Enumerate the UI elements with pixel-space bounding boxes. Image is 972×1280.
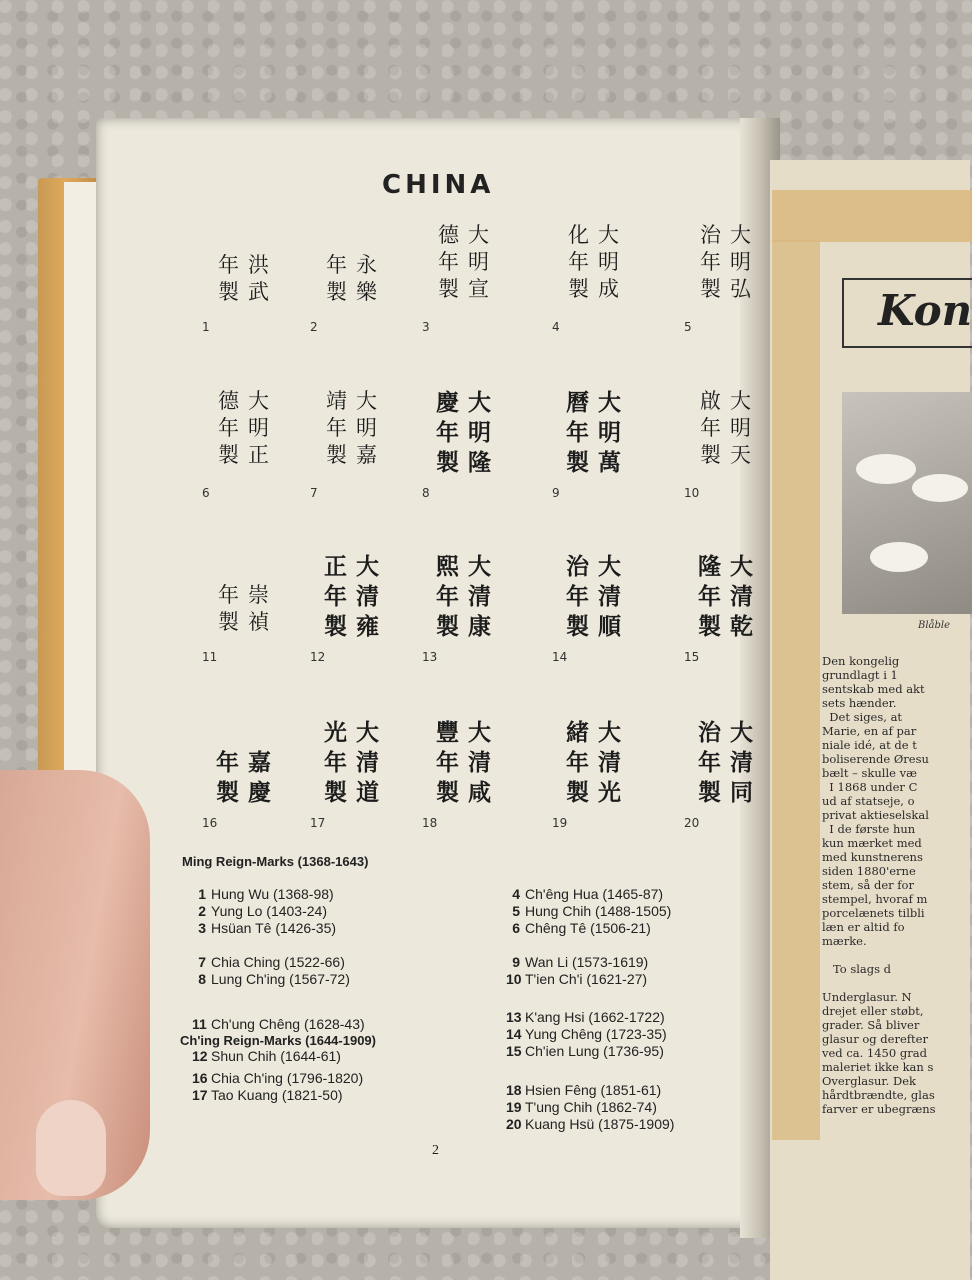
reign-list-number: 13 (506, 1009, 522, 1025)
reign-list-item (192, 1016, 365, 1033)
reign-list-item (506, 1026, 667, 1043)
reign-mark (660, 718, 770, 838)
reign-list-text: Ch'ien Lung (1736-95) (525, 1043, 664, 1059)
reign-list-item (506, 1082, 674, 1099)
reign-list-text: T'ien Ch'i (1621-27) (525, 971, 648, 987)
reign-mark-column: 緒 年 製 (566, 720, 589, 806)
reign-list-item (506, 1099, 674, 1116)
reign-mark (660, 222, 770, 342)
reign-list-number: 6 (512, 920, 520, 936)
reign-mark (398, 552, 508, 672)
reign-mark (286, 222, 396, 342)
reign-list-item (192, 903, 336, 920)
reign-list-number: 4 (512, 886, 520, 902)
reign-mark-column: 嘉 慶 (248, 750, 271, 806)
reign-mark-column: 大 明 隆 (468, 390, 491, 476)
reign-mark-number: 20 (684, 816, 700, 830)
reign-mark-column: 熙 年 製 (436, 554, 459, 640)
reign-list-item (192, 1070, 363, 1087)
reign-mark-column: 大 清 雍 (356, 554, 379, 640)
reign-mark-number: 17 (310, 816, 326, 830)
reign-list-number: 3 (198, 920, 206, 936)
reign-list-item (506, 903, 671, 920)
reign-mark-number: 19 (552, 816, 568, 830)
reign-mark-column: 化 年 製 (568, 223, 589, 301)
reign-list-item (192, 1048, 341, 1065)
reign-mark (528, 388, 638, 508)
reign-mark (398, 388, 508, 508)
reign-mark-column: 大 明 嘉 (356, 389, 377, 467)
reign-mark (178, 222, 288, 342)
reign-list-text: Chia Ching (1522-66) (211, 954, 345, 970)
reign-list-number: 10 (506, 971, 522, 987)
reign-list-text: Shun Chih (1644-61) (211, 1048, 341, 1064)
thumbnail (36, 1100, 106, 1196)
reign-list-text: K'ang Hsi (1662-1722) (525, 1009, 665, 1025)
reign-list-group (192, 1070, 363, 1104)
reign-mark-column: 德 年 製 (218, 389, 239, 467)
reign-mark (528, 222, 638, 342)
reign-list-number: 1 (198, 886, 206, 902)
reign-mark (528, 552, 638, 672)
porcelain-cup (856, 454, 916, 484)
reign-list-item (192, 971, 350, 988)
reign-mark-number: 7 (310, 486, 318, 500)
reign-mark-number: 16 (202, 816, 218, 830)
reign-list-number: 17 (192, 1087, 208, 1103)
reign-mark-column: 年 製 (218, 253, 239, 304)
reign-list-text: Chia Ch'ing (1796-1820) (211, 1070, 364, 1086)
reign-mark-column: 永 樂 (356, 253, 377, 304)
reign-list-number: 20 (506, 1116, 522, 1132)
reign-mark-column: 年 製 (218, 583, 239, 634)
reign-list-group (192, 1048, 341, 1065)
reign-list-item (192, 886, 336, 903)
reign-list-number: 14 (506, 1026, 522, 1042)
reign-list-text: T'ung Chih (1862-74) (525, 1099, 657, 1115)
reign-mark-number: 14 (552, 650, 568, 664)
reign-mark (286, 552, 396, 672)
reign-mark (398, 718, 508, 838)
tape-strip (772, 190, 972, 242)
ching-heading: Ch'ing Reign-Marks (1644-1909) (180, 1033, 376, 1048)
reign-list-item (506, 1116, 674, 1133)
reign-list-group (192, 886, 336, 937)
reign-list-text: Hung Chih (1488-1505) (525, 903, 672, 919)
reign-list-item (192, 920, 336, 937)
reign-mark-column: 啟 年 製 (700, 389, 721, 467)
reign-mark-column: 大 清 咸 (468, 720, 491, 806)
reign-list-text: Lung Ch'ing (1567-72) (211, 971, 350, 987)
reign-list-number: 8 (198, 971, 206, 987)
reign-list-text: Ch'êng Hua (1465-87) (525, 886, 664, 902)
tape-strip (772, 240, 820, 1140)
reign-mark-column: 大 明 萬 (598, 390, 621, 476)
reign-mark-column: 崇 禎 (248, 583, 269, 634)
reign-mark-number: 5 (684, 320, 692, 334)
reign-mark-column: 豐 年 製 (436, 720, 459, 806)
reign-list-text: Chêng Tê (1506-21) (525, 920, 651, 936)
reign-mark-column: 大 清 康 (468, 554, 491, 640)
reign-mark-column: 洪 武 (248, 253, 269, 304)
reign-list-text: Tao Kuang (1821-50) (211, 1087, 343, 1103)
reign-list-number: 7 (198, 954, 206, 970)
reign-mark-number: 6 (202, 486, 210, 500)
reign-mark-column: 大 清 乾 (730, 554, 753, 640)
reign-list-group (506, 954, 648, 988)
reign-list-item (192, 1087, 363, 1104)
porcelain-photo (842, 392, 972, 614)
reign-mark-number: 3 (422, 320, 430, 334)
reign-mark-number: 2 (310, 320, 318, 334)
reign-mark-number: 15 (684, 650, 700, 664)
reign-list-item (506, 1009, 667, 1026)
ming-heading: Ming Reign-Marks (1368-1643) (182, 854, 369, 869)
reign-mark-number: 12 (310, 650, 326, 664)
reign-mark (660, 552, 770, 672)
reign-mark-column: 大 清 光 (598, 720, 621, 806)
reign-list-number: 9 (512, 954, 520, 970)
reign-list-group (192, 1016, 365, 1033)
reign-list-number: 15 (506, 1043, 522, 1059)
reign-mark (660, 388, 770, 508)
reign-mark-column: 治 年 製 (700, 223, 721, 301)
reign-mark-number: 11 (202, 650, 218, 664)
reign-list-group (506, 1009, 667, 1060)
reign-list-item (506, 971, 648, 988)
reign-mark-column: 大 明 天 (730, 389, 751, 467)
reign-list-item (506, 920, 671, 937)
reign-mark-number: 13 (422, 650, 438, 664)
reign-list-group (506, 886, 671, 937)
reign-list-item (506, 954, 648, 971)
reign-mark-number: 8 (422, 486, 430, 500)
reign-list-item (506, 1043, 667, 1060)
reign-list-group (192, 954, 350, 988)
porcelain-cup (870, 542, 928, 572)
page-title: CHINA (382, 170, 495, 200)
reign-list-text: Kuang Hsü (1875-1909) (525, 1116, 675, 1132)
reign-list-group (506, 1082, 674, 1133)
reign-mark-number: 10 (684, 486, 700, 500)
reign-mark (286, 388, 396, 508)
reign-mark-column: 治 年 製 (698, 720, 721, 806)
reign-mark-column: 曆 年 製 (566, 390, 589, 476)
reign-mark-column: 大 明 正 (248, 389, 269, 467)
reign-mark-column: 正 年 製 (324, 554, 347, 640)
photo-caption: Blåble (918, 620, 951, 631)
reign-mark-column: 年 製 (326, 253, 347, 304)
reign-mark-column: 年 製 (216, 750, 239, 806)
reign-list-text: Wan Li (1573-1619) (525, 954, 649, 970)
reign-mark (178, 718, 288, 838)
reign-list-number: 18 (506, 1082, 522, 1098)
reign-mark-number: 4 (552, 320, 560, 334)
reign-mark-column: 大 明 弘 (730, 223, 751, 301)
reign-mark-column: 大 明 宣 (468, 223, 489, 301)
reign-list-number: 11 (192, 1016, 207, 1032)
reign-mark-number: 1 (202, 320, 210, 334)
reign-mark (528, 718, 638, 838)
right-page-title: Kon (842, 278, 972, 348)
reign-mark-column: 大 清 順 (598, 554, 621, 640)
reign-list-number: 2 (198, 903, 206, 919)
reign-mark-column: 大 明 成 (598, 223, 619, 301)
reign-list-number: 12 (192, 1048, 208, 1064)
reign-list-text: Yung Lo (1403-24) (211, 903, 327, 919)
reign-list-number: 19 (506, 1099, 522, 1115)
reign-list-item (506, 886, 671, 903)
reign-list-number: 16 (192, 1070, 208, 1086)
reign-list-text: Hsüan Tê (1426-35) (211, 920, 337, 936)
reign-mark-column: 光 年 製 (324, 720, 347, 806)
reign-mark-column: 德 年 製 (438, 223, 459, 301)
reign-mark-column: 隆 年 製 (698, 554, 721, 640)
reign-mark (178, 552, 288, 672)
reign-mark-column: 大 清 同 (730, 720, 753, 806)
reign-list-text: Hung Wu (1368-98) (211, 886, 334, 902)
reign-list-item (192, 954, 350, 971)
right-page-body-text: Den kongelig grundlagt i 1 sentskab med akt sets hænder. Det siges, at Marie, en af par niale idé, at de t boliserende Øresu bælt – skulle væ I 1868 under C ud af statseje, o privat aktieselskal I de første hun kun mærket med med kunstnerens siden 1880'erne stem, så der for stempel, hvoraf m porcelænets tilbli læn er altid fo mærke. To slags d Underglasur. N drejet eller støbt, grader. Så bliver glasur og derefter ved ca. 1450 grad maleriet ikke kan s Overglasur. Dek hårdtbrændte, glas farver er ubegræns (822, 654, 936, 1116)
reign-mark (398, 222, 508, 342)
page-number: 2 (432, 1143, 439, 1158)
reign-mark-column: 靖 年 製 (326, 389, 347, 467)
reign-mark-number: 9 (552, 486, 560, 500)
porcelain-cup (912, 474, 968, 502)
reign-mark-column: 大 清 道 (356, 720, 379, 806)
reign-mark (178, 388, 288, 508)
reign-mark (286, 718, 396, 838)
reign-list-text: Hsien Fêng (1851-61) (525, 1082, 662, 1098)
reign-mark-column: 慶 年 製 (436, 390, 459, 476)
reign-mark-number: 18 (422, 816, 438, 830)
reign-mark-column: 治 年 製 (566, 554, 589, 640)
reign-list-text: Ch'ung Chêng (1628-43) (211, 1016, 365, 1032)
reign-list-text: Yung Chêng (1723-35) (525, 1026, 667, 1042)
reign-list-number: 5 (512, 903, 520, 919)
